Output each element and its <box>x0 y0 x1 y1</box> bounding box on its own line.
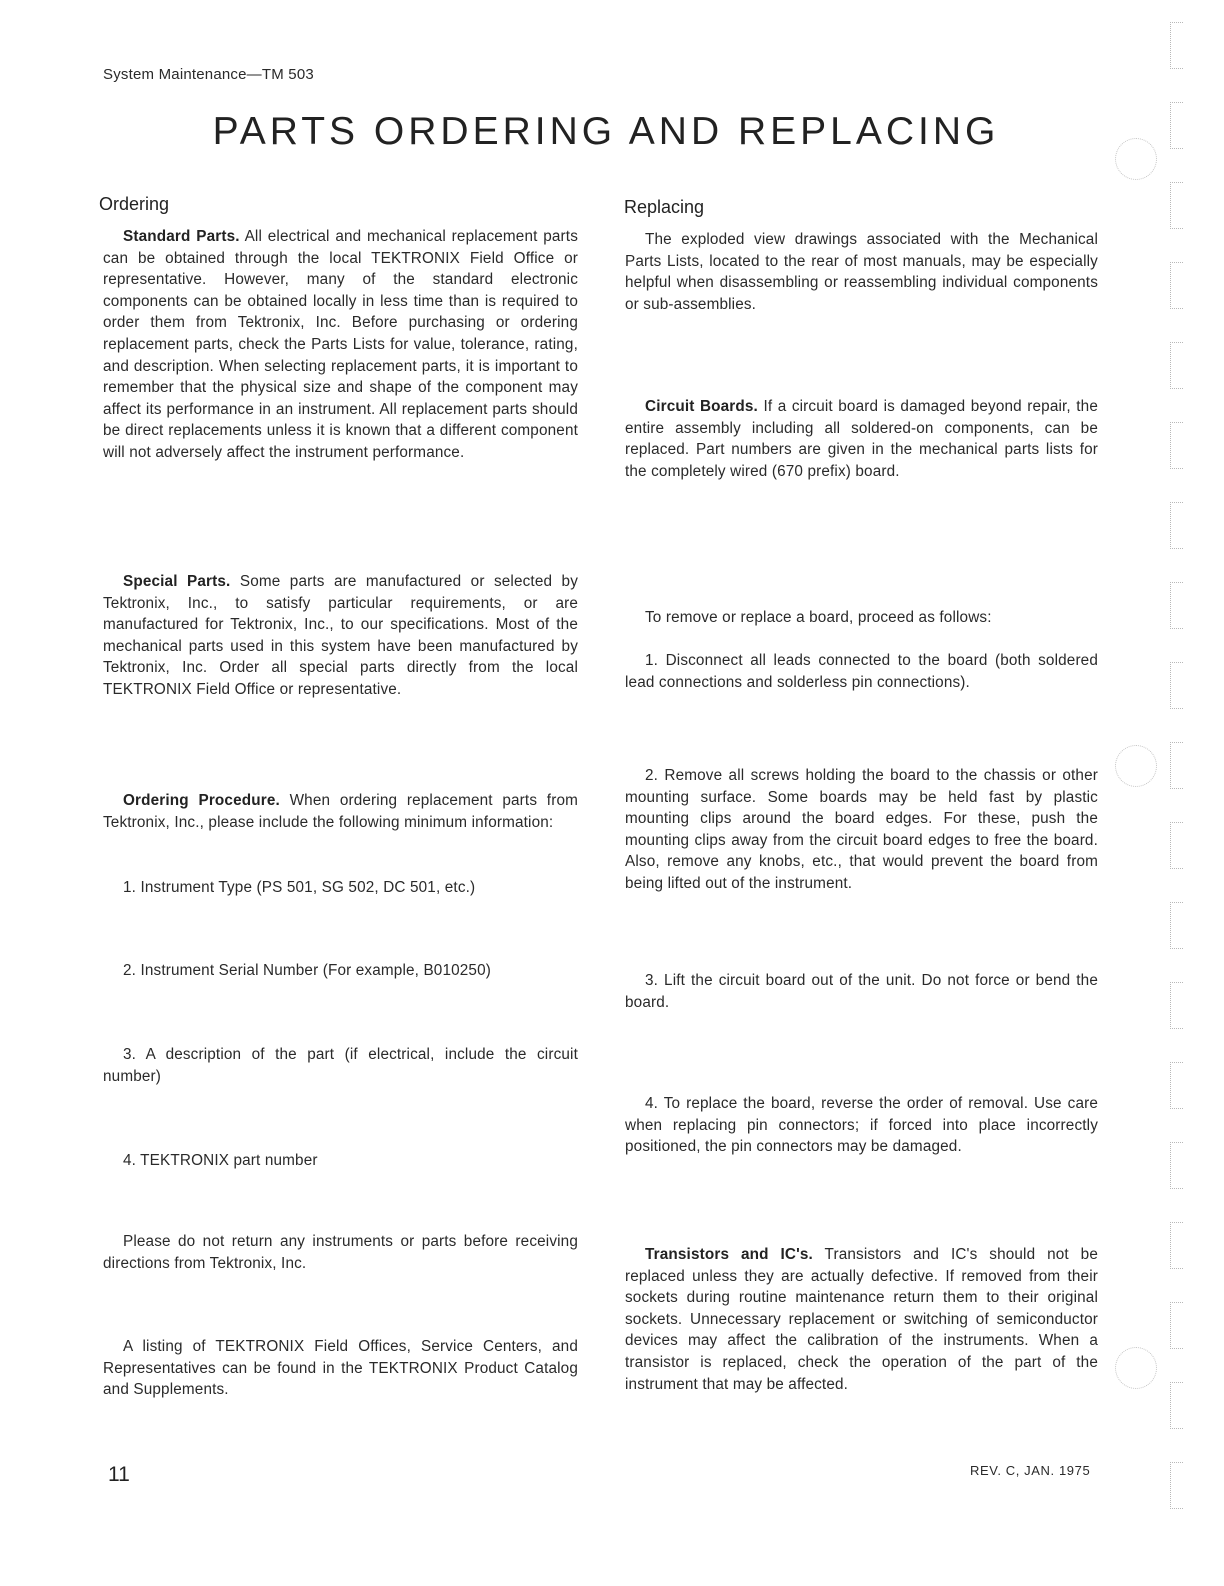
binder-edge-mark <box>1170 102 1183 149</box>
binder-edge-mark <box>1170 662 1183 709</box>
binder-edge-mark <box>1170 1222 1183 1269</box>
binder-edge-mark <box>1170 1142 1183 1189</box>
standard-parts-title: Standard Parts. <box>123 228 240 245</box>
standard-parts-paragraph <box>103 226 578 464</box>
standard-parts-text: All electrical and mechanical replacement parts can be obtained through the local TEKTRONIX Field Office or representative. However, many of the standard electronic components can be obtained locally in less time than is required to order them from Tektronix, Inc. Before purchasing or ordering replacement parts, check the Parts Lists for value, tolerance, rating, and description. When selecting replacement parts, it is important to remember that the physical size and shape of the component may affect its performance in an instrument. All replacement parts should be direct replacements unless it is known that a different component will not adversely affect the instrument performance. <box>103 228 578 461</box>
running-header: System Maintenance—TM 503 <box>103 66 314 83</box>
binder-edge-mark <box>1170 262 1183 309</box>
list-item: 1. Disconnect all leads connected to the board (both soldered lead connections and solderless pin connections). <box>625 652 1098 691</box>
list-item: 4. TEKTRONIX part number <box>123 1152 318 1169</box>
circuit-boards-title: Circuit Boards. <box>645 398 758 415</box>
special-parts-paragraph <box>103 571 578 701</box>
binder-edge-mark <box>1170 422 1183 469</box>
binder-edge-mark <box>1170 1302 1183 1349</box>
binder-edge-mark <box>1170 1062 1183 1109</box>
binder-edge-mark <box>1170 22 1183 69</box>
return-note: Please do not return any instruments or parts before receiving directions from Tektronix, Inc. <box>103 1233 578 1272</box>
binder-edge-mark <box>1170 502 1183 549</box>
punch-hole-mark <box>1115 745 1157 787</box>
page-number: 11 <box>108 1463 130 1486</box>
list-item: 4. To replace the board, reverse the order of removal. Use care when replacing pin connectors; if forced into place incorrectly positioned, the pin connectors may be damaged. <box>625 1095 1098 1156</box>
punch-hole-mark <box>1115 1347 1157 1389</box>
binder-edge-mark <box>1170 822 1183 869</box>
binder-edge-mark <box>1170 1462 1183 1509</box>
binder-edge-mark <box>1170 582 1183 629</box>
special-parts-text: Some parts are manufactured or selected by Tektronix, Inc., to satisfy particular requirements, or are manufactured for Tektronix, Inc., to our specifications. Most of the mechanical parts used in this system have been manufactured by Tektronix, Inc. Order all special parts directly from the local TEKTRONIX Field Office or representative. <box>103 573 578 698</box>
revision-stamp: REV. C, JAN. 1975 <box>970 1463 1091 1478</box>
transistors-title: Transistors and IC's. <box>645 1246 813 1263</box>
ordering-procedure-title: Ordering Procedure. <box>123 792 280 809</box>
list-item: 2. Instrument Serial Number (For example, B010250) <box>123 962 491 979</box>
punch-hole-mark <box>1115 138 1157 180</box>
transistors-text: Transistors and IC's should not be replaced unless they are actually defective. If removed from their sockets during routine maintenance return them to their original sockets. Unnecessary replacement or switching of semiconductor devices may affect the calibration of the instruments. When a transistor is replaced, check the operation of the part of the instrument that may be affected. <box>625 1246 1098 1393</box>
list-item: 3. A description of the part (if electrical, include the circuit number) <box>103 1046 578 1085</box>
binder-edge-mark <box>1170 182 1183 229</box>
section-heading-replacing: Replacing <box>624 197 705 217</box>
binder-edge-mark <box>1170 902 1183 949</box>
binder-edge-mark <box>1170 742 1183 789</box>
transistors-paragraph <box>625 1244 1098 1395</box>
list-item: 2. Remove all screws holding the board to the chassis or other mounting surface. Some boards may be held fast by plastic mounting clips around the board edges. For these, push the mounting clips away from the circuit board edges to free the board. Also, remove any knobs, etc., that would prevent the board from being lifted out of the instrument. <box>625 767 1098 892</box>
circuit-boards-paragraph <box>625 396 1098 482</box>
section-heading-ordering: Ordering <box>99 194 170 214</box>
binder-edge-mark <box>1170 342 1183 389</box>
remove-intro: To remove or replace a board, proceed as follows: <box>645 609 992 626</box>
ordering-procedure-paragraph <box>103 790 578 833</box>
list-item: 1. Instrument Type (PS 501, SG 502, DC 501, etc.) <box>123 879 476 896</box>
binder-edge-mark <box>1170 1382 1183 1429</box>
special-parts-title: Special Parts. <box>123 573 231 590</box>
binder-edge-mark <box>1170 982 1183 1029</box>
circuit-boards-text: If a circuit board is damaged beyond repair, the entire assembly including all soldered-on components, can be replaced. Part numbers are given in the mechanical parts lists for the completely wired (670 prefix) board. <box>625 398 1098 480</box>
list-item: 3. Lift the circuit board out of the unit. Do not force or bend the board. <box>625 972 1098 1011</box>
page-title: PARTS ORDERING AND REPLACING <box>212 110 1000 153</box>
replacing-intro: The exploded view drawings associated with the Mechanical Parts Lists, located to the rear of most manuals, may be especially helpful when disassembling or reassembling individual components or sub-assemblies. <box>625 231 1098 313</box>
field-offices-note: A listing of TEKTRONIX Field Offices, Service Centers, and Representatives can be found in the TEKTRONIX Product Catalog and Supplements. <box>103 1338 578 1399</box>
ordering-procedure-text: When ordering replacement parts from Tektronix, Inc., please include the following minimum information: <box>103 792 579 831</box>
